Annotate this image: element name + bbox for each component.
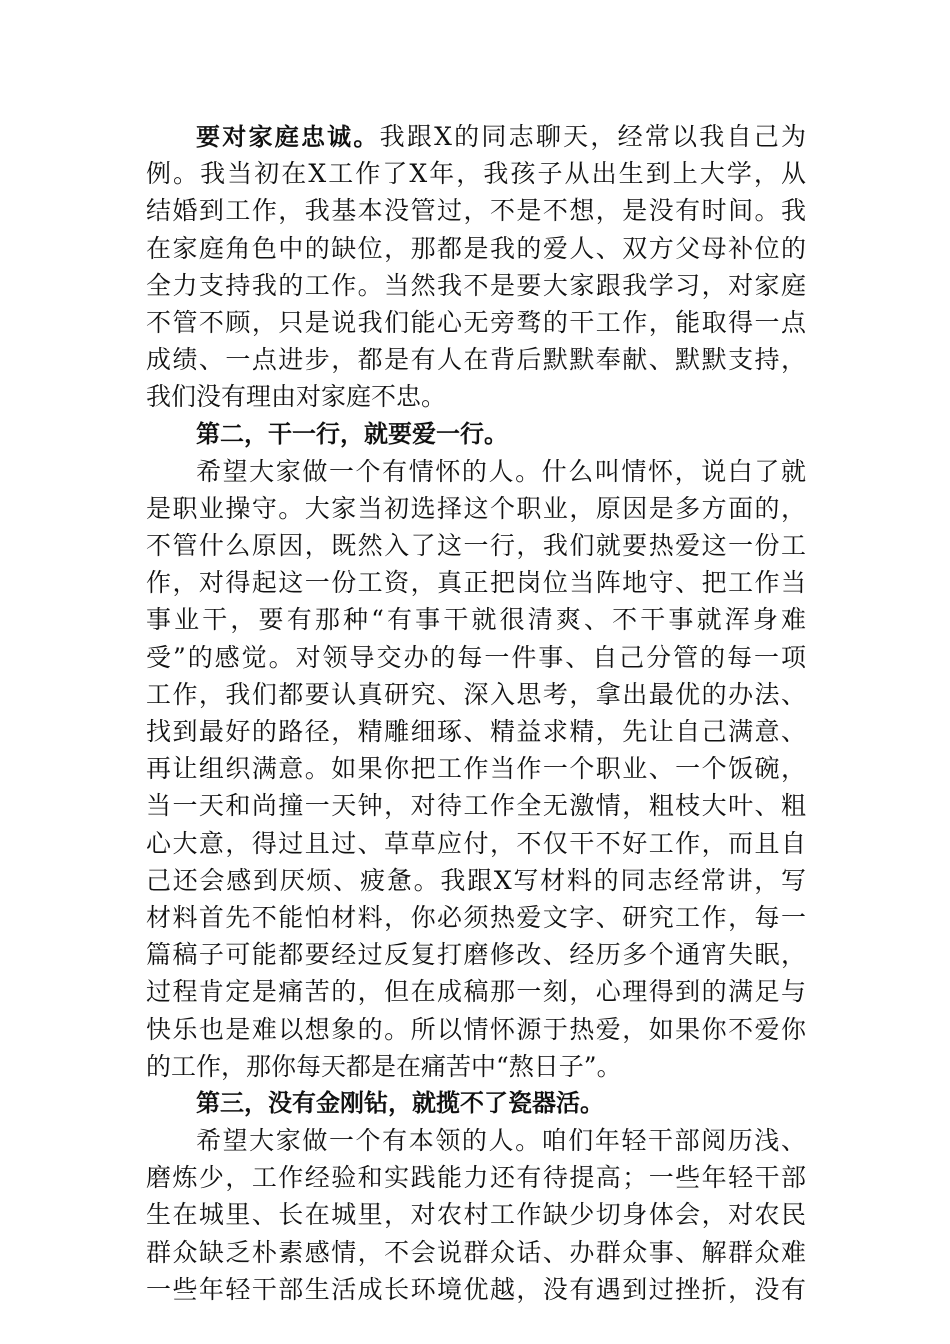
paragraph-2-line: 受”的感觉。对领导交办的每一件事、自己分管的每一项	[146, 642, 806, 672]
paragraph-2-line: 工作，我们都要认真研究、深入思考，拿出最优的办法、	[146, 679, 806, 709]
paragraph-2-line: 过程肯定是痛苦的，但在成稿那一刻，心理得到的满足与	[146, 977, 806, 1007]
paragraph-1-line: 成绩、一点进步，都是有人在背后默默奉献、默默支持，	[146, 345, 806, 375]
paragraph-1-line: 例。我当初在X工作了X年，我孩子从出生到上大学，从	[146, 159, 806, 189]
paragraph-2-line: 作，对得起这一份工资，真正把岗位当阵地守、把工作当	[146, 568, 806, 598]
section-heading-2: 第二，干一行，就要爱一行。	[196, 419, 508, 448]
paragraph-2-line: 事业干，要有那种“有事干就很清爽、不干事就浑身难	[146, 605, 806, 635]
paragraph-2-line: 快乐也是难以想象的。所以情怀源于热爱，如果你不爱你	[146, 1014, 806, 1044]
paragraph-2-line: 找到最好的路径，精雕细琢、精益求精，先让自己满意、	[146, 717, 806, 746]
paragraph-2-line: 不管什么原因，既然入了这一行，我们就要热爱这一份工	[146, 531, 806, 561]
paragraph-1-lead: 要对家庭忠诚。	[196, 123, 380, 151]
paragraph-1-line-1	[146, 118, 806, 155]
paragraph-2-line: 己还会感到厌烦、疲惫。我跟X写材料的同志经常讲，写	[146, 865, 806, 895]
paragraph-3-line: 希望大家做一个有本领的人。咱们年轻干部阅历浅、	[196, 1126, 806, 1156]
paragraph-1-line: 我们没有理由对家庭不忠。	[146, 382, 447, 412]
paragraph-1-line: 在家庭角色中的缺位，那都是我的爱人、双方父母补位的	[146, 233, 806, 263]
paragraph-1-line-1-text: 我跟X的同志聊天，经常以我自己为	[379, 122, 806, 151]
paragraph-1-line: 全力支持我的工作。当然我不是要大家跟我学习，对家庭	[146, 270, 806, 300]
paragraph-2-line: 希望大家做一个有情怀的人。什么叫情怀，说白了就	[196, 456, 806, 486]
paragraph-1-line: 不管不顾，只是说我们能心无旁骛的干工作，能取得一点	[146, 307, 806, 337]
paragraph-2-line: 心大意，得过且过、草草应付，不仅干不好工作，而且自	[146, 828, 806, 858]
paragraph-2-line: 再让组织满意。如果你把工作当作一个职业、一个饭碗，	[146, 754, 806, 784]
paragraph-2-line: 当一天和尚撞一天钟，对待工作全无激情，粗枝大叶、粗	[146, 791, 806, 821]
document-body	[146, 118, 806, 1308]
paragraph-2-line: 是职业操守。大家当初选择这个职业，原因是多方面的，	[146, 493, 806, 523]
paragraph-1-line: 结婚到工作，我基本没管过，不是不想，是没有时间。我	[146, 196, 806, 226]
paragraph-3-line: 一些年轻干部生活成长环境优越，没有遇到过挫折，没有	[146, 1274, 806, 1304]
paragraph-2-line: 的工作，那你每天都是在痛苦中“熬日子”。	[146, 1051, 622, 1081]
paragraph-3-line: 磨炼少，工作经验和实践能力还有待提高；一些年轻干部	[146, 1163, 806, 1193]
paragraph-3-line: 群众缺乏朴素感情，不会说群众话、办群众事、解群众难	[146, 1237, 806, 1267]
paragraph-3-line: 生在城里、长在城里，对农村工作缺少切身体会，对农民	[146, 1200, 806, 1230]
section-heading-3: 第三，没有金刚钻，就揽不了瓷器活。	[196, 1088, 604, 1117]
paragraph-2-line: 材料首先不能怕材料，你必须热爱文字、研究工作，每一	[146, 902, 806, 932]
paragraph-2-line: 篇稿子可能都要经过反复打磨修改、经历多个通宵失眠，	[146, 940, 806, 970]
